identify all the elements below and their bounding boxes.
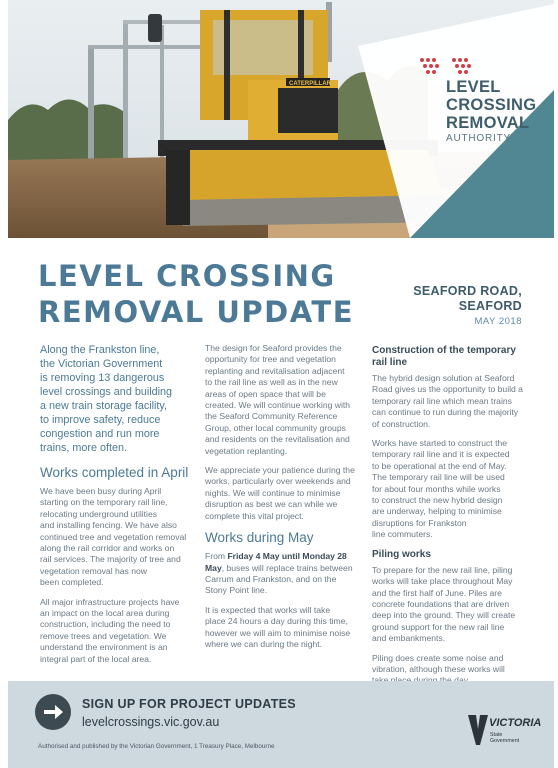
text-line: All major infrastructure projects have [40, 596, 180, 607]
date-range: Friday 4 May until Monday 28 May [205, 551, 347, 573]
text-line: replanting and revitalisation adjacent [205, 365, 345, 376]
brand-wordmark [446, 78, 554, 144]
paragraph [372, 373, 524, 430]
text-line: We appreciate your patience during the [205, 465, 355, 476]
intro-line: congestion and run more [40, 428, 160, 440]
text-line: Group, other local community groups [205, 422, 346, 433]
text-line: temporary rail line which mean trains [372, 395, 512, 406]
text-line: can continue to run during the majority [372, 407, 519, 418]
text-line: integral part of the local area. [40, 653, 152, 664]
issue-date: MAY 2018 [474, 316, 522, 327]
text-line: Road gives us the opportunity to build a [372, 384, 523, 395]
location-block [413, 284, 522, 327]
text-line: and embankments. [372, 633, 446, 644]
brand-line: LEVEL [446, 78, 501, 96]
hero-photo [8, 0, 554, 238]
paragraph [40, 486, 192, 589]
text-line: been completed. [40, 577, 104, 588]
column-2 [205, 343, 357, 658]
text-line: and installing fencing. We have also [40, 520, 177, 531]
text-line: ground support for the new rail line [372, 621, 505, 632]
text-line: complete this vital project. [205, 510, 304, 521]
text-line: Piling does create some noise and [372, 652, 504, 663]
victoria-state-logo [468, 715, 548, 751]
paragraph [205, 343, 357, 457]
intro-line: a new train storage facility, [40, 400, 168, 412]
text-line: are underway, helping to minimise [372, 506, 502, 517]
intro-line: trains, more often. [40, 442, 128, 454]
location-line: SEAFORD ROAD, [413, 284, 522, 298]
website-link[interactable]: levelcrossings.vic.gov.au [82, 715, 220, 729]
lxra-logo-icon [412, 50, 492, 80]
text-line: areas of open space that will be [205, 388, 326, 399]
text-line: the Seaford Community Reference [205, 411, 338, 422]
text-line: The temporary rail line will be used [372, 472, 505, 483]
text-line: disruption as best we can while we [205, 499, 338, 510]
intro-line: to improve safety, reduce [40, 414, 161, 426]
footer-banner [8, 681, 554, 768]
text-line: vegetation removal has now [40, 565, 148, 576]
text-line: starting on the temporary rail line, [40, 497, 168, 508]
heading-temporary-rail: Construction of the temporary rail line [372, 345, 516, 368]
authorised-statement: Authorised and published by the Victorian Government, 1 Treasury Place, Melbourne [38, 743, 275, 750]
brand-line: CROSSING [446, 96, 537, 114]
heading-works-may: Works during May [205, 530, 314, 546]
text-line: works will take place throughout May [372, 576, 513, 587]
text-line: The design for Seaford provides the [205, 343, 342, 353]
paragraph [40, 597, 192, 665]
text-line: relocating underground utilities [40, 508, 158, 519]
text-line: place 24 hours a day during this time, [205, 616, 348, 627]
heading-works-april: Works completed in April [40, 465, 189, 480]
paragraph [205, 465, 357, 522]
text-span: , buses will replace trains between Carrum and Frankston, and on the Stony Point line. [205, 562, 353, 596]
text-line: The hybrid design solution at Seaford [372, 373, 515, 383]
signup-arrow-button[interactable] [35, 694, 71, 730]
text-line: construction, including the need to [40, 619, 171, 630]
text-line: nights. We will continue to minimise [205, 487, 341, 498]
column-3 [372, 343, 524, 695]
paragraph-bus-replacement [205, 551, 357, 597]
text-line: to the rail line as well as in the new [205, 377, 338, 388]
text-line: along the rail corridor and works on [40, 543, 175, 554]
text-line: created. We will continue working with [205, 400, 351, 411]
heading-piling-works: Piling works [372, 548, 431, 560]
title-line: LEVEL CROSSING [38, 259, 336, 293]
text-line: remove trees and vegetation. We [40, 630, 167, 641]
location-line: SEAFORD [458, 299, 522, 313]
state-government-label [490, 732, 519, 744]
text-line: vegetation replanting. [205, 445, 288, 456]
text-span: From [205, 551, 228, 562]
intro-line: Along the Frankston line, [40, 344, 160, 356]
signup-heading: SIGN UP FOR PROJECT UPDATES [82, 697, 296, 711]
text-line: We have been busy during April [40, 486, 162, 496]
gov-line: Government [490, 738, 520, 744]
paragraph [372, 438, 524, 541]
page-title [38, 258, 368, 330]
victoria-wordmark: VICTORIA [489, 717, 542, 729]
text-line: temporary rail line and it is expected [372, 449, 510, 460]
text-line: of construction. [372, 418, 431, 429]
text-line: works, particularly over weekends and [205, 476, 351, 487]
text-line: concrete foundations that are driven [372, 598, 510, 609]
text-line: to construct the new hybrid design [372, 495, 503, 506]
intro-line: level crossings and building [40, 386, 173, 398]
text-line: line commuters. [372, 529, 433, 540]
brand-line: REMOVAL [446, 114, 530, 132]
text-line: vibration, although these works will [372, 663, 505, 674]
text-line: understand the environment is an [40, 642, 168, 653]
gov-line: State [490, 732, 503, 738]
arrow-right-icon [35, 694, 71, 730]
text-line: for about four months while works [372, 483, 501, 494]
title-line: REMOVAL UPDATE [38, 295, 355, 329]
text-line: to be operational at the end of May. [372, 460, 507, 471]
intro-line: the Victorian Government [40, 358, 163, 370]
paragraph [205, 605, 357, 651]
text-line: and residents on the revitalisation and [205, 434, 350, 445]
text-line: an impact on the local area during [40, 608, 170, 619]
intro-paragraph [40, 343, 192, 455]
column-1 [40, 343, 192, 673]
text-line: To prepare for the new rail line, piling [372, 564, 513, 575]
caterpillar-badge: CATERPILLAR [289, 81, 331, 87]
text-line: It is expected that works will take [205, 604, 331, 615]
brand-authority: AUTHORITY [446, 133, 511, 144]
text-line: disruptions for Frankston [372, 517, 467, 528]
text-line: opportunity for tree and vegetation [205, 354, 336, 365]
victoria-v-icon [468, 715, 488, 745]
text-line: deep into the ground. They will create [372, 610, 516, 621]
text-line: continued tree and vegetation removal [40, 531, 187, 542]
paragraph [372, 565, 524, 645]
text-line: and the first half of June. Piles are [372, 587, 502, 598]
intro-line: is removing 13 dangerous [40, 372, 165, 384]
text-line: where we can during the night. [205, 638, 323, 649]
text-line: however we will aim to minimise noise [205, 627, 351, 638]
text-line: rail services. The majority of tree and [40, 554, 181, 565]
text-line: Works have started to construct the [372, 438, 508, 449]
